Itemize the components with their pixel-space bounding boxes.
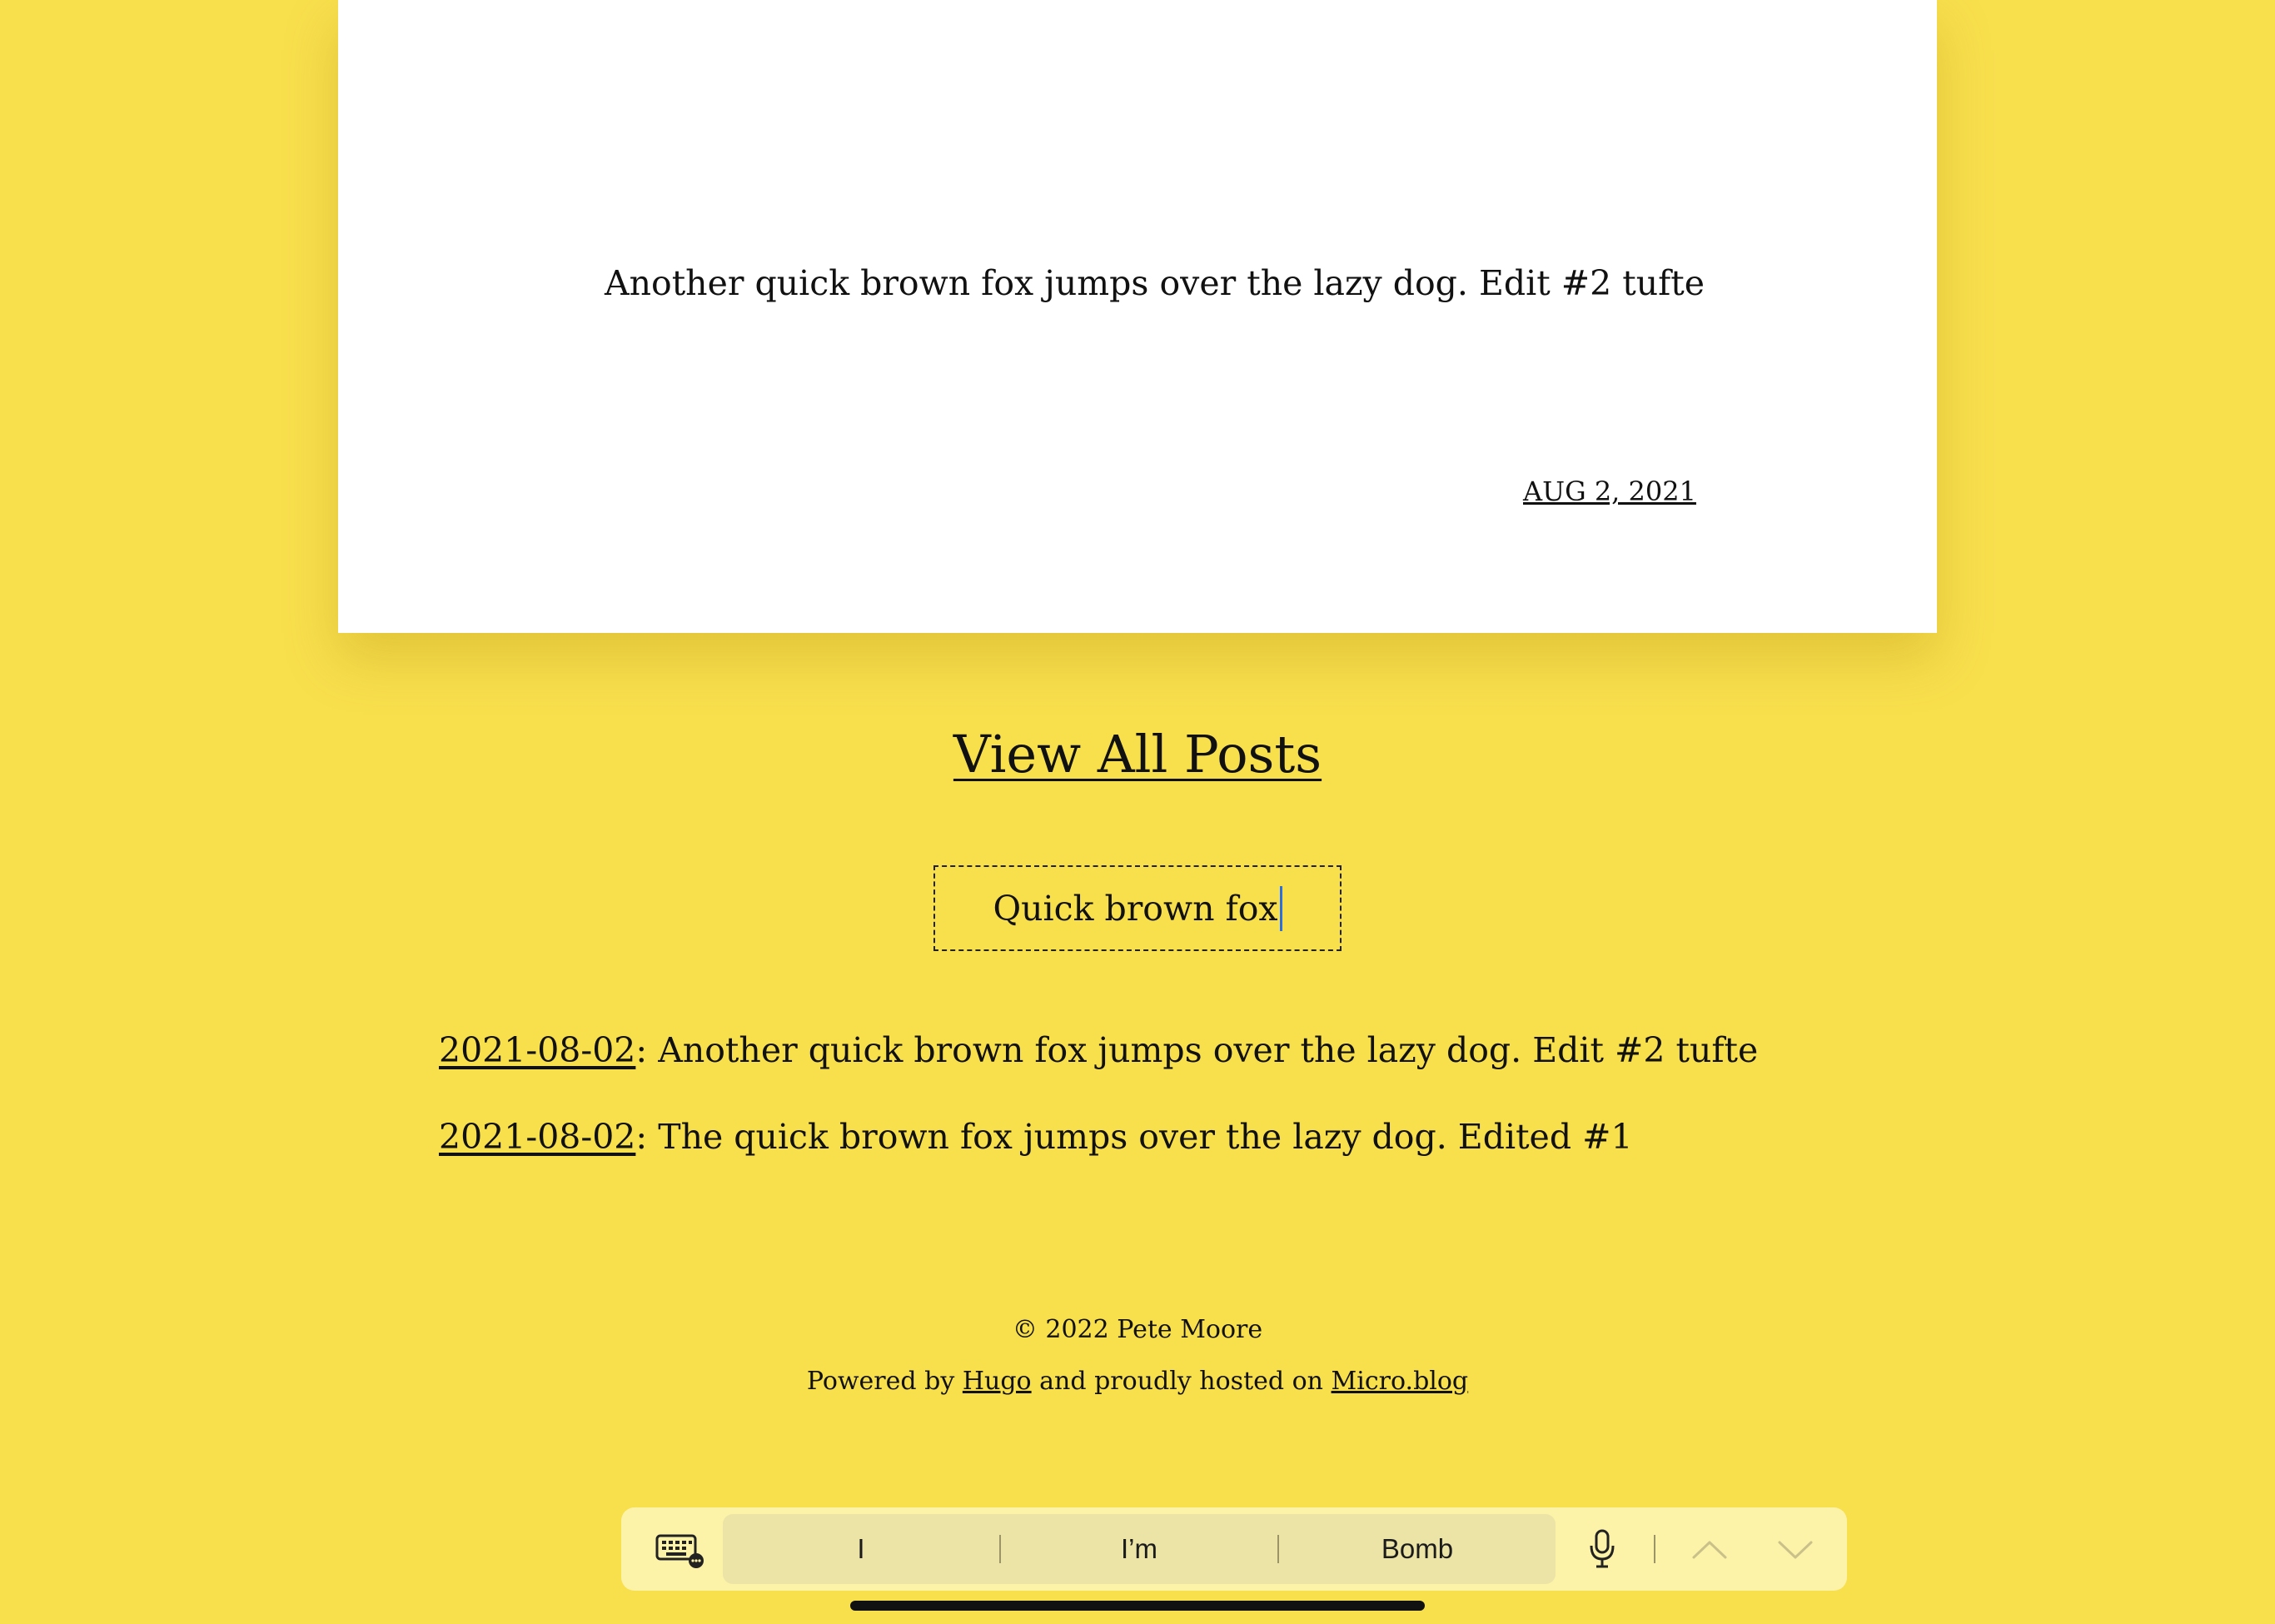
toolbar-divider <box>1654 1535 1655 1563</box>
result-text: : The quick brown fox jumps over the lazy dog. Edited #1 <box>635 1117 1633 1157</box>
post-body: Another quick brown fox jumps over the lazy dog. Edit #2 tufte <box>605 263 1705 303</box>
footer-hosted-text: and proudly hosted on <box>1031 1367 1332 1396</box>
post-card <box>338 0 1937 633</box>
search-input-value: Quick brown fox <box>993 888 1278 929</box>
footer-powered-prefix: Powered by <box>806 1367 963 1396</box>
microphone-icon[interactable] <box>1586 1527 1619 1571</box>
suggestion-item[interactable]: Bomb <box>1381 1533 1454 1564</box>
suggestion-item[interactable]: I’m <box>1121 1533 1157 1564</box>
text-caret <box>1280 886 1282 931</box>
keyboard-shortcut-bar <box>621 1507 1847 1591</box>
search-result-item <box>439 1108 1758 1194</box>
hugo-link[interactable]: Hugo <box>962 1367 1032 1396</box>
search-result-item <box>439 1021 1758 1108</box>
view-all-posts <box>0 721 2275 788</box>
view-all-posts-link[interactable]: View All Posts <box>953 724 1322 785</box>
post-date-link[interactable]: AUG 2, 2021 <box>1523 476 1696 507</box>
search-results <box>439 1021 1758 1194</box>
result-date-link[interactable]: 2021-08-02 <box>439 1117 636 1157</box>
result-date-link[interactable]: 2021-08-02 <box>439 1030 636 1070</box>
predictive-suggestions <box>723 1514 1556 1584</box>
keyboard-icon[interactable] <box>655 1529 704 1569</box>
chevron-up-icon[interactable] <box>1689 1532 1730 1566</box>
home-indicator <box>850 1601 1425 1611</box>
microblog-link[interactable]: Micro.blog <box>1331 1367 1469 1396</box>
result-text: : Another quick brown fox jumps over the lazy dog. Edit #2 tufte <box>635 1030 1759 1070</box>
footer-copyright: © 2022 Pete Moore <box>1012 1315 1263 1344</box>
footer-powered-by <box>0 1363 2275 1400</box>
search-input[interactable] <box>933 865 1342 951</box>
suggestion-item[interactable]: I <box>857 1533 865 1564</box>
chevron-down-icon[interactable] <box>1775 1532 1816 1566</box>
